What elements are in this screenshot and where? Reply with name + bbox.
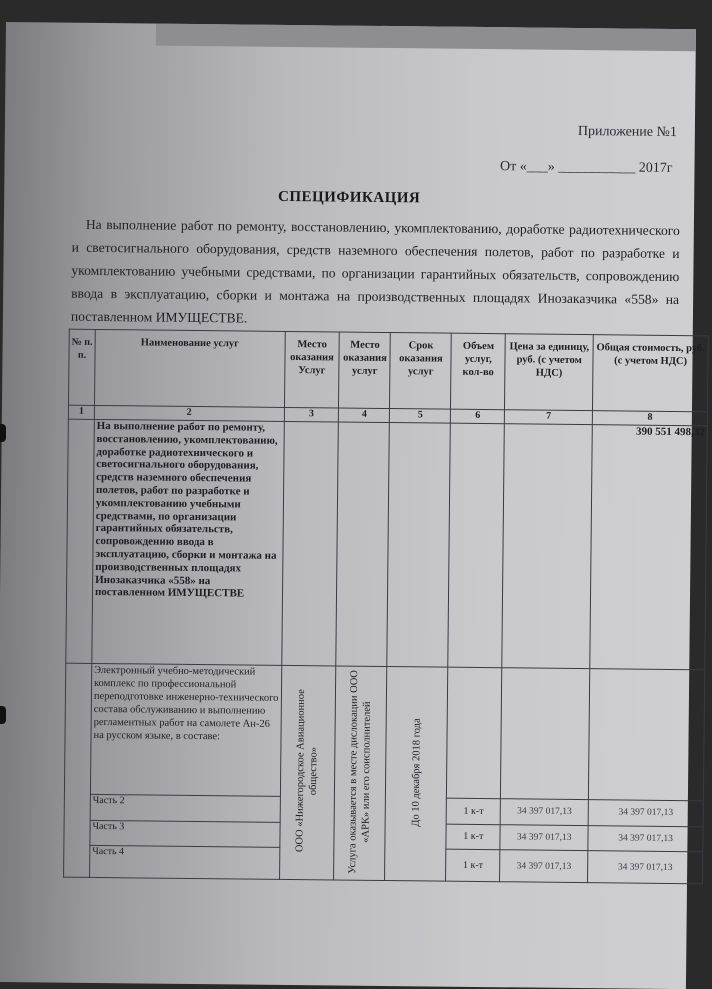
col-number: 3 [284, 407, 339, 422]
sheet-shadow [156, 24, 696, 52]
header-num: № п. п. [68, 329, 95, 405]
sub-service-row [64, 663, 704, 801]
header-place: Место оказания Услуг [284, 331, 340, 408]
main-total-cost: 390 551 498,32 [590, 425, 707, 670]
col-number: 7 [505, 410, 593, 425]
col-number: 2 [94, 405, 284, 421]
col-number: 4 [339, 408, 390, 423]
sub-service-name: Электронный учебно-методический комплекс по профессиональной переподготовке инженерно-технического состава обслуживанию и выполнению регламентных работ на самолете Ан-26 на русском языке, в составе: [90, 663, 281, 796]
binder-hole [0, 706, 6, 724]
empty-cell [502, 424, 592, 669]
empty-cell [447, 667, 502, 799]
header-total-cost: Общая стоимость, руб. (с учетом НДС) [593, 335, 709, 412]
header-unit-price: Цена за единицу, руб. (с учетом НДС) [505, 334, 594, 411]
empty-cell [336, 422, 390, 667]
place2-cell [334, 666, 387, 881]
place-cell [279, 665, 336, 880]
term-text: До 10 декабря 2018 года [410, 718, 423, 827]
term-cell [385, 667, 448, 882]
binder-hole [0, 424, 6, 442]
empty-cell [501, 668, 590, 800]
col-number: 8 [592, 411, 707, 426]
part-qty: 1 к-т [447, 798, 501, 824]
page-title: СПЕЦИФИКАЦИЯ [277, 188, 421, 207]
empty-cell [589, 669, 705, 801]
col-number: 1 [68, 405, 94, 419]
part-unit-price: 34 397 017,13 [500, 824, 588, 851]
empty-cell [387, 423, 450, 668]
header-term: Срок оказания услуг [390, 333, 452, 410]
part-unit-price: 34 397 017,13 [500, 850, 588, 883]
document-sheet [0, 22, 705, 989]
part-total: 34 397 017,13 [588, 825, 703, 852]
header-volume: Объем услуг, кол-во [451, 333, 506, 410]
header-place2: Место оказания услуг [339, 332, 391, 409]
col-number: 5 [390, 409, 451, 424]
col-number: 6 [451, 409, 505, 424]
empty-cell [281, 421, 339, 666]
part-name: Часть 2 [90, 794, 280, 822]
part-qty: 1 к-т [446, 849, 500, 881]
part-unit-price: 34 397 017,13 [500, 799, 588, 826]
part-total: 34 397 017,13 [588, 851, 703, 884]
empty-cell [66, 419, 94, 663]
empty-cell [64, 663, 92, 877]
part-name: Часть 4 [89, 846, 279, 880]
main-service-name: На выполнение работ по ремонту, восстановлению, укомплектованию, доработке радиотехнического и светосигнального оборудования, средств наземного обеспечения полетов, работ по разработке и укомплектованию учебными средствами, по организации гарантийных обязательств, сопровождению ввода в эксплуатацию, сборки и монтажа на производственных площадях Инозаказчика «558» на поставленном ИМУЩЕСТВЕ [92, 419, 284, 665]
empty-cell [448, 423, 504, 668]
part-name: Часть 3 [90, 820, 280, 848]
date-line: От «___» ___________ 2017г [499, 159, 673, 176]
main-service-row [66, 419, 708, 670]
intro-paragraph: На выполнение работ по ремонту, восстановлению, укомплектованию, доработке радиотехнического и светосигнального оборудования, средств наземного обеспечения полетов, работ по разработке и укомплектованию учебными средствами, по организации гарантийных обязательств, сопровождению ввода в эксплуатацию, сборки и монтажа на производственных площадях Инозаказчика «558» на поставленном ИМУЩЕСТВЕ. [70, 216, 680, 326]
table-header-row [68, 329, 708, 412]
specification-table [63, 329, 709, 885]
header-name: Наименование услуг [94, 329, 284, 407]
part-qty: 1 к-т [446, 824, 500, 850]
place-text: ООО «Нижегородское Авиационное общество» [294, 689, 320, 853]
place2-text: Услуга оказывается в месте дислокации ООО «АРК» или его соисполнителей [347, 669, 374, 874]
part-total: 34 397 017,13 [588, 800, 703, 827]
appendix-label: Приложение №1 [577, 123, 677, 141]
